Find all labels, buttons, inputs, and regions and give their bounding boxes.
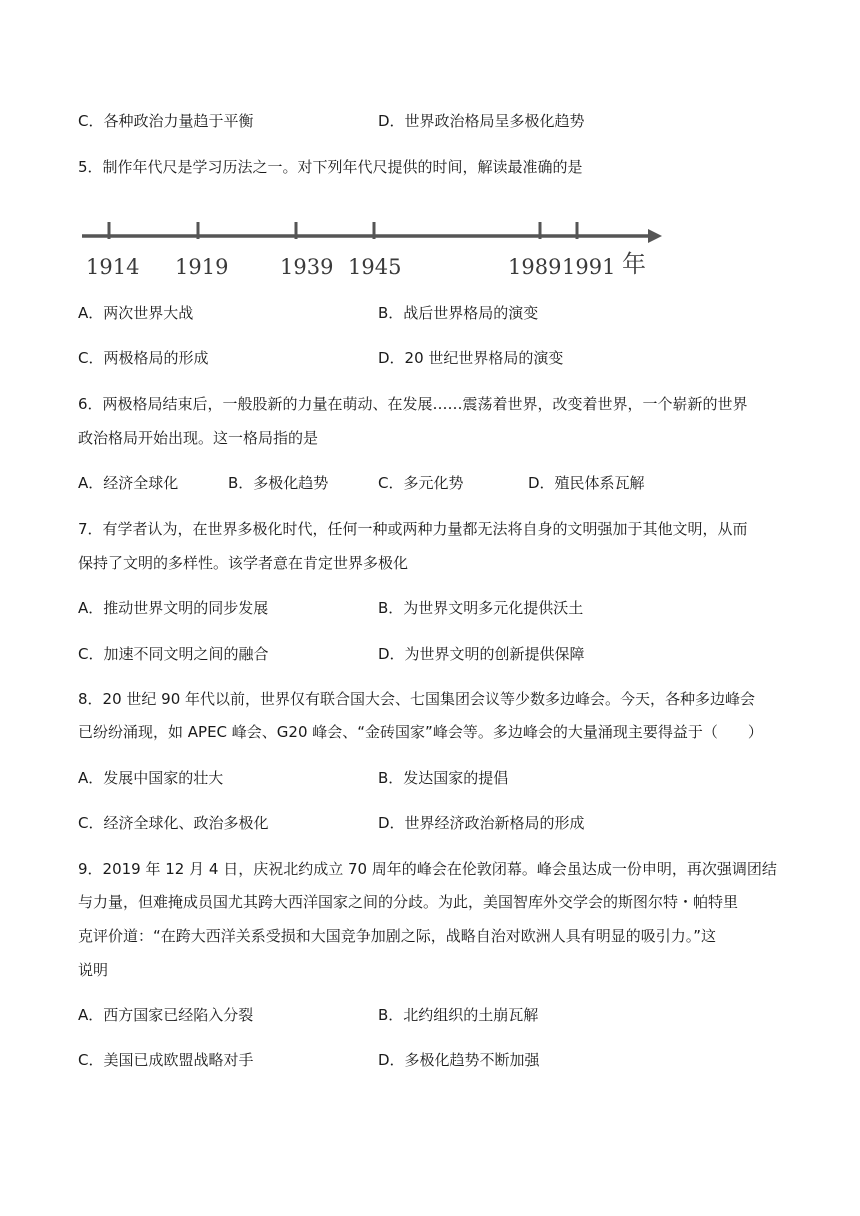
q8-stem-line-1: 8．20 世纪 90 年代以前，世界仅有联合国大会、七国集团会议等少数多边峰会。今天，各种多边峰会 [78,690,756,708]
q7-option-c[interactable]: C．加速不同文明之间的融合 [78,645,269,663]
q6-stem-line-1: 6．两极格局结束后，一般股新的力量在萌动、在发展……震荡着世界，改变着世界，一个崭新的世界 [78,395,748,413]
q8-stem-line-2: 已纷纷涌现，如 APEC 峰会、G20 峰会、“金砖国家”峰会等。多边峰会的大量涌现主要得益于（ ） [78,723,763,741]
q5-stem: 5．制作年代尺是学习历法之一。对下列年代尺提供的时间，解读最准确的是 [78,158,583,176]
q7-stem-line-2: 保持了文明的多样性。该学者意在肯定世界多极化 [78,554,409,572]
q4-option-d[interactable]: D．世界政治格局呈多极化趋势 [378,112,585,130]
q7-option-b[interactable]: B．为世界文明多元化提供沃土 [378,599,584,617]
q8-option-a[interactable]: A．发展中国家的壮大 [78,769,224,787]
q9-stem-line-1: 9．2019 年 12 月 4 日，庆祝北约成立 70 周年的峰会在伦敦闭幕。峰会虽达成一份申明，再次强调团结 [78,860,777,878]
year-label-1945: 1945 [348,255,402,279]
q7-stem-line-1: 7．有学者认为，在世界多极化时代，任何一种或两种力量都无法将自身的文明强加于其他文明，从而 [78,520,748,538]
q7-option-a[interactable]: A．推动世界文明的同步发展 [78,599,269,617]
q5-option-d[interactable]: D．20 世纪世界格局的演变 [378,349,564,367]
q5-timeline [78,212,678,284]
q5-option-c[interactable]: C．两极格局的形成 [78,349,209,367]
q8-option-b[interactable]: B．发达国家的提倡 [378,769,509,787]
timeline-arrow-icon [648,229,662,243]
q9-stem-line-2: 与力量，但难掩成员国尤其跨大西洋国家之间的分歧。为此，美国智库外交学会的斯图尔特・帕特里 [78,893,739,911]
q7-option-d[interactable]: D．为世界文明的创新提供保障 [378,645,585,663]
q9-option-b[interactable]: B．北约组织的土崩瓦解 [378,1006,539,1024]
q9-stem-line-3: 克评价道：“在跨大西洋关系受损和大国竞争加剧之际，战略自治对欧洲人具有明显的吸引力。”这 [78,927,717,945]
q5-option-b[interactable]: B．战后世界格局的演变 [378,304,539,322]
q6-option-d[interactable]: D．殖民体系瓦解 [528,474,645,492]
year-label-1919: 1919 [175,255,229,279]
q8-option-c[interactable]: C．经济全球化、政治多极化 [78,814,269,832]
q6-option-b[interactable]: B．多极化趋势 [228,474,329,492]
year-label-1914: 1914 [86,255,140,279]
q6-option-c[interactable]: C．多元化势 [378,474,464,492]
year-unit-label: 年 [622,250,646,278]
q9-option-d[interactable]: D．多极化趋势不断加强 [378,1051,540,1069]
year-label-1989: 1989 [508,255,562,279]
year-label-1939: 1939 [280,255,334,279]
q9-stem-line-4: 说明 [78,961,109,979]
q5-option-a[interactable]: A．两次世界大战 [78,304,194,322]
q4-option-c[interactable]: C．各种政治力量趋于平衡 [78,112,254,130]
q9-option-a[interactable]: A．西方国家已经陷入分裂 [78,1006,254,1024]
q9-option-c[interactable]: C．美国已成欧盟战略对手 [78,1051,254,1069]
q8-option-d[interactable]: D．世界经济政治新格局的形成 [378,814,585,832]
q6-stem-line-2: 政治格局开始出现。这一格局指的是 [78,429,319,447]
year-label-1991: 1991 [562,255,616,279]
q6-option-a[interactable]: A．经济全球化 [78,474,179,492]
